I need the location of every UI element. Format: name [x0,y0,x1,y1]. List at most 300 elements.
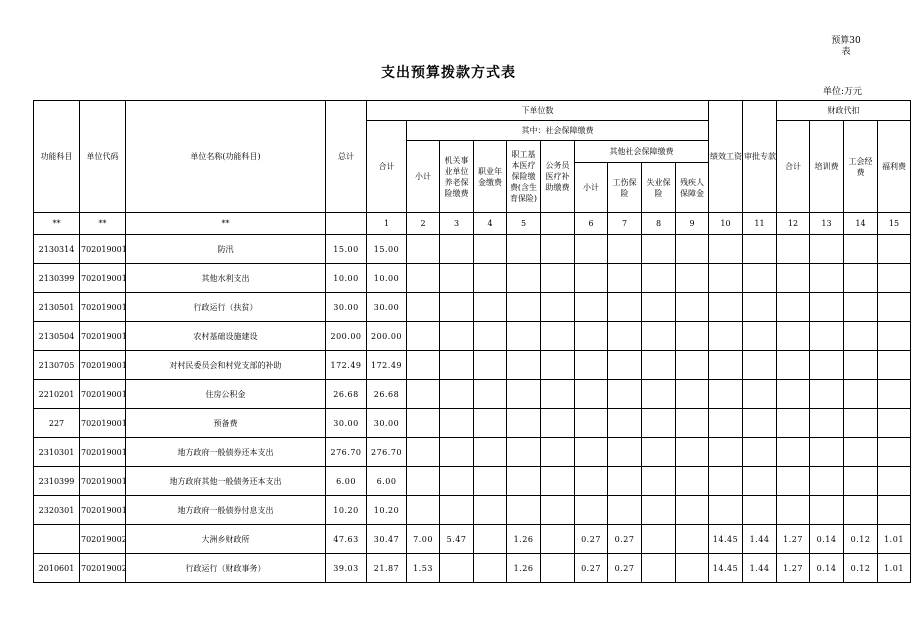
table-cell [474,438,507,467]
table-cell [440,264,474,293]
table-cell [474,235,507,264]
table-cell [575,322,608,351]
table-cell: 47.63 [326,525,367,554]
table-cell [844,322,878,351]
column-index-cell: ** [80,213,126,235]
table-cell: 1.26 [507,554,541,583]
table-cell [844,467,878,496]
table-cell: 2210201 [34,380,80,409]
table-cell: 1.01 [878,525,911,554]
table-cell [541,525,575,554]
column-index-cell: 1 [367,213,407,235]
table-cell [407,264,440,293]
header-pension: 机关事业单位养老保险缴费 [440,141,474,213]
table-cell [743,467,777,496]
table-cell [878,496,911,525]
table-cell [777,496,810,525]
table-cell: 10.20 [367,496,407,525]
table-cell [474,525,507,554]
table-cell [474,467,507,496]
table-cell [642,467,676,496]
table-cell: 702019002 [80,525,126,554]
table-cell [878,351,911,380]
table-row [34,322,911,351]
table-cell [676,496,709,525]
table-row [34,409,911,438]
table-cell [743,380,777,409]
header-medical: 职工基本医疗保险缴费(含生育保险) [507,141,541,213]
table-cell [676,438,709,467]
table-cell [743,496,777,525]
table-cell [810,322,844,351]
table-cell: 行政运行（财政事务） [126,554,326,583]
header-subtotal-all: 合计 [367,121,407,213]
table-cell: 702019001 [80,322,126,351]
table-cell [810,467,844,496]
table-cell [474,380,507,409]
header-training: 培训费 [810,121,844,213]
table-cell: 0.12 [844,554,878,583]
table-cell [507,380,541,409]
table-cell [541,264,575,293]
table-cell: 预备费 [126,409,326,438]
table-cell [407,235,440,264]
table-cell [642,293,676,322]
table-cell [709,264,743,293]
table-cell: 2320301 [34,496,80,525]
table-cell [440,409,474,438]
table-cell: 2310301 [34,438,80,467]
table-cell [541,409,575,438]
table-cell [440,467,474,496]
table-cell [878,264,911,293]
table-cell: 39.03 [326,554,367,583]
table-cell: 200.00 [326,322,367,351]
table-cell [440,322,474,351]
table-cell [575,264,608,293]
table-cell [777,409,810,438]
table-cell [810,351,844,380]
table-number-note [826,36,866,58]
table-cell: 大洲乡财政所 [126,525,326,554]
table-cell [440,351,474,380]
table-cell: 702019001 [80,380,126,409]
table-cell [709,438,743,467]
table-cell [440,293,474,322]
table-cell: 200.00 [367,322,407,351]
table-cell: 30.47 [367,525,407,554]
table-cell [743,409,777,438]
column-index-cell: 5 [507,213,541,235]
table-cell: 276.70 [367,438,407,467]
table-number-line2: 表 [841,47,851,57]
header-other-subtotal: 小计 [575,163,608,213]
table-cell [474,293,507,322]
table-cell [608,351,642,380]
table-cell [844,380,878,409]
table-cell: 702019002 [80,554,126,583]
table-cell [642,235,676,264]
table-cell [709,467,743,496]
table-cell [541,380,575,409]
table-cell [844,438,878,467]
table-cell [608,409,642,438]
header-civil-medical: 公务员医疗补助缴费 [541,141,575,213]
table-cell [676,293,709,322]
table-cell: 6.00 [326,467,367,496]
table-cell [575,409,608,438]
table-cell: 26.68 [326,380,367,409]
column-index-cell: ** [126,213,326,235]
header-func-code: 功能科目 [34,101,80,213]
table-cell [878,438,911,467]
table-cell [777,380,810,409]
table-cell [743,235,777,264]
column-index-cell: 3 [440,213,474,235]
table-cell [440,496,474,525]
table-cell [642,409,676,438]
column-index-cell: 8 [642,213,676,235]
table-cell [743,438,777,467]
table-cell [474,554,507,583]
header-unit-code: 单位代码 [80,101,126,213]
table-cell: 5.47 [440,525,474,554]
table-cell [844,293,878,322]
table-row [34,467,911,496]
table-cell [608,264,642,293]
table-cell: 2130504 [34,322,80,351]
table-cell [407,351,440,380]
table-cell: 地方政府其他一般债务还本支出 [126,467,326,496]
table-cell: 1.26 [507,525,541,554]
table-cell: 172.49 [326,351,367,380]
table-row [34,235,911,264]
table-cell: 21.87 [367,554,407,583]
column-index-cell: 11 [743,213,777,235]
table-cell [440,554,474,583]
table-row [34,351,911,380]
header-performance-wage: 绩效工资 [709,101,743,213]
table-cell [878,409,911,438]
table-cell [844,409,878,438]
table-cell [575,438,608,467]
table-cell [541,235,575,264]
table-cell [676,467,709,496]
table-cell [709,293,743,322]
table-cell: 14.45 [709,554,743,583]
table-cell [642,438,676,467]
table-cell [810,264,844,293]
table-cell: 1.53 [407,554,440,583]
table-cell [743,264,777,293]
table-cell: 1.44 [743,554,777,583]
table-cell: 26.68 [367,380,407,409]
table-cell [777,467,810,496]
table-cell [541,351,575,380]
table-cell [407,380,440,409]
table-cell [878,467,911,496]
table-cell [608,322,642,351]
table-cell [743,293,777,322]
table-cell [676,409,709,438]
table-cell [642,351,676,380]
table-number-line1: 预算30 [831,36,861,46]
header-unit-name: 单位名称(功能科目) [126,101,326,213]
table-cell [507,235,541,264]
table-row [34,380,911,409]
table-cell [844,264,878,293]
header-annuity: 职业年金缴费 [474,141,507,213]
table-cell: 15.00 [326,235,367,264]
table-row [34,293,911,322]
header-welfare: 福利费 [878,121,911,213]
table-cell [407,293,440,322]
table-cell: 1.27 [777,554,810,583]
table-cell: 10.00 [326,264,367,293]
table-cell: 702019001 [80,351,126,380]
table-cell: 30.00 [367,409,407,438]
table-cell [507,322,541,351]
table-cell [676,525,709,554]
table-cell [541,467,575,496]
table-cell [676,235,709,264]
table-cell [474,496,507,525]
table-cell [844,496,878,525]
header-lower-unit: 下单位数 [367,101,709,121]
table-cell [777,264,810,293]
table-cell [709,409,743,438]
table-cell [608,235,642,264]
table-cell: 地方政府一般债券付息支出 [126,496,326,525]
column-index-cell: 13 [810,213,844,235]
table-cell: 2130314 [34,235,80,264]
table-cell: 其他水利支出 [126,264,326,293]
table-cell [642,554,676,583]
table-cell: 2310399 [34,467,80,496]
table-cell [743,322,777,351]
table-cell [34,525,80,554]
table-cell: 227 [34,409,80,438]
column-index-cell: 7 [608,213,642,235]
table-row [34,554,911,583]
table-cell [878,293,911,322]
table-cell: 7.00 [407,525,440,554]
table-cell [474,351,507,380]
table-cell: 14.45 [709,525,743,554]
table-cell: 702019001 [80,235,126,264]
table-cell [810,235,844,264]
document-title: 支出预算拨款方式表 [381,65,516,81]
table-cell: 2130705 [34,351,80,380]
table-cell [575,467,608,496]
table-cell: 1.44 [743,525,777,554]
table-cell [507,264,541,293]
table-cell: 276.70 [326,438,367,467]
table-cell [709,380,743,409]
table-cell [777,235,810,264]
table-cell [407,322,440,351]
header-finance-agent: 财政代扣 [777,101,911,121]
table-cell [810,438,844,467]
table-cell: 702019001 [80,293,126,322]
table-cell: 30.00 [326,293,367,322]
table-cell [575,496,608,525]
column-index-cell: 4 [474,213,507,235]
table-cell [575,293,608,322]
table-cell [878,322,911,351]
table-cell [474,264,507,293]
column-index-cell [541,213,575,235]
table-cell [878,380,911,409]
column-index-cell: 14 [844,213,878,235]
table-cell [844,351,878,380]
table-cell: 2130501 [34,293,80,322]
header-union: 工会经费 [844,121,878,213]
column-index-cell [326,213,367,235]
table-cell [507,438,541,467]
table-row [34,438,911,467]
table-cell [541,438,575,467]
column-index-cell: 6 [575,213,608,235]
table-cell [507,467,541,496]
table-cell: 防汛 [126,235,326,264]
column-index-row [34,213,911,235]
table-cell [844,235,878,264]
table-cell [777,351,810,380]
table-cell: 172.49 [367,351,407,380]
table-cell: 6.00 [367,467,407,496]
column-index-cell: 10 [709,213,743,235]
table-cell [777,322,810,351]
table-cell [440,235,474,264]
table-cell [407,409,440,438]
column-index-cell: 2 [407,213,440,235]
table-cell [810,409,844,438]
table-cell [575,380,608,409]
header-ss-subtotal: 小计 [407,141,440,213]
table-cell [407,438,440,467]
column-index-cell: ** [34,213,80,235]
table-cell [608,438,642,467]
table-cell [507,496,541,525]
table-cell [541,322,575,351]
header-social-security: 其中：社会保障缴费 [407,121,709,141]
table-cell: 1.27 [777,525,810,554]
header-disability: 残疾人保障金 [676,163,709,213]
header-special-fund: 审批专款 [743,101,777,213]
table-cell [810,293,844,322]
table-cell [642,322,676,351]
appropriation-table [33,100,911,583]
table-cell [440,438,474,467]
table-cell [608,380,642,409]
table-row [34,496,911,525]
column-index-cell: 15 [878,213,911,235]
table-cell: 1.01 [878,554,911,583]
table-cell: 对村民委员会和村党支部的补助 [126,351,326,380]
table-cell: 30.00 [367,293,407,322]
table-cell [709,322,743,351]
table-cell: 住房公积金 [126,380,326,409]
table-cell: 10.00 [367,264,407,293]
table-cell [777,293,810,322]
table-cell [541,554,575,583]
column-index-cell: 9 [676,213,709,235]
table-cell: 0.14 [810,554,844,583]
table-cell [407,496,440,525]
table-cell [440,380,474,409]
header-other-ss: 其他社会保障缴费 [575,141,709,163]
table-cell [676,264,709,293]
table-cell: 10.20 [326,496,367,525]
table-cell [709,235,743,264]
table-cell [709,496,743,525]
table-cell [507,293,541,322]
table-cell [810,380,844,409]
table-cell: 702019001 [80,467,126,496]
table-row [34,264,911,293]
table-cell: 702019001 [80,438,126,467]
table-cell: 2130399 [34,264,80,293]
table-cell [743,351,777,380]
table-cell [507,351,541,380]
table-cell: 702019001 [80,264,126,293]
table-cell [575,235,608,264]
table-cell [507,409,541,438]
table-cell [709,351,743,380]
table-cell: 0.27 [575,525,608,554]
table-cell [608,467,642,496]
table-cell [676,351,709,380]
table-cell [407,467,440,496]
table-cell: 0.27 [608,525,642,554]
table-cell [608,293,642,322]
table-cell: 0.14 [810,525,844,554]
table-cell [878,235,911,264]
unit-label: 单位:万元 [822,87,862,97]
table-cell [575,351,608,380]
table-cell [810,496,844,525]
table-cell [777,438,810,467]
table-cell: 0.12 [844,525,878,554]
header-unemployment: 失业保险 [642,163,676,213]
table-cell: 2010601 [34,554,80,583]
table-row [34,525,911,554]
table-cell [676,322,709,351]
table-cell [541,293,575,322]
column-index-cell: 12 [777,213,810,235]
table-cell: 0.27 [575,554,608,583]
table-cell: 农村基础设施建设 [126,322,326,351]
table-cell [642,525,676,554]
table-cell: 行政运行（扶贫） [126,293,326,322]
header-injury: 工伤保险 [608,163,642,213]
table-cell [474,322,507,351]
table-cell [541,496,575,525]
table-cell: 30.00 [326,409,367,438]
table-cell [642,264,676,293]
table-cell [642,496,676,525]
header-fa-total: 合计 [777,121,810,213]
table-cell [642,380,676,409]
table-cell [676,380,709,409]
table-cell: 地方政府一般债券还本支出 [126,438,326,467]
table-cell: 702019001 [80,409,126,438]
table-cell [608,496,642,525]
table-cell: 702019001 [80,496,126,525]
table-cell [474,409,507,438]
table-cell: 15.00 [367,235,407,264]
